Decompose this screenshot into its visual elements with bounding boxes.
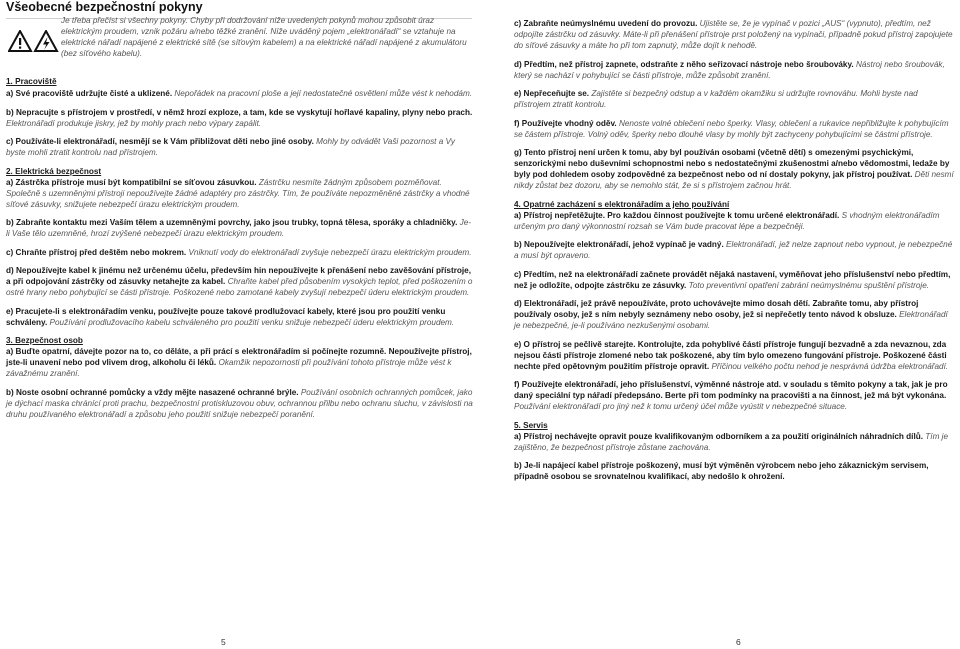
- paragraph-3c: c) Zabraňte neúmyslnému uvedení do provozu. Ujistěte se, že je vypínač v pozici „AUS“ (vypnuto), předtím, než odpojíte zástrčku od zásuvky. Máte-li při přenášení přístroje prst položený na vypínači, případně pokud přístroj zapojujete do síťové zásuvky a máte ho při tom zapnutý, může dojít k nehodě.: [514, 19, 953, 50]
- paragraph-5a: a) Přístroj nechávejte opravit pouze kvalifikovaným odborníkem a za použití originálních náhradních dílů. Tím je zajištěno, že bezpečnost přístroje zůstane zachována.: [514, 431, 949, 452]
- warning-triangle-icon: [9, 31, 31, 51]
- paragraph-2e: e) Pracujete-li s elektronářadím venku, používejte pouze takové prodlužovací kabely, které jsou pro použití venku schváleny. Používání prodlužovacího kabelu schváleného pro použití venku snižuje nebezpečí úderu elektrickým proudem.: [6, 306, 455, 327]
- paragraph-2c: c) Chraňte přístroj před deštěm nebo mokrem. Vniknutí vody do elektronářadí zvyšuje nebezpečí úrazu elektrickým proudem.: [6, 247, 472, 257]
- paragraph-3e: e) Nepřeceňujte se. Zajistěte si bezpečný odstup a v každém okamžiku si udržujte rovnováhu. Mohli byste nad přístrojem ztratit kontrolu.: [514, 89, 918, 109]
- paragraph-1b: b) Nepracujte s přístrojem v prostředí, v němž hrozí exploze, a tam, kde se vyskytují hořlavé kapaliny, plyny nebo prach. Elektronářadí produkuje jiskry, jež by mohly prach nebo výpary zapálit.: [6, 107, 473, 128]
- section-heading-workplace: 1. Pracoviště: [6, 77, 57, 86]
- page-number-right: 6: [736, 637, 741, 647]
- paragraph-4e: e) O přístroj se pečlivě starejte. Kontrolujte, zda pohyblivé části přístroje fungují bezvadně a zda nevaznou, zda nejsou části přístroje zlomené nebo tak poškozené, aby tím bylo omezeno fungování přístroje. Poškozené části nechte před opětovným použitím přístroje opravit. Příčinou velkého počtu nehod je nesprávná údržba elektronářadí.: [514, 339, 949, 371]
- left-body: [6, 76, 473, 427]
- paragraph-2b: b) Zabraňte kontaktu mezi Vaším tělem a uzemněnými povrchy, jako jsou trubky, topná tělesa, sporáky a chladničky. Je-li Vaše tělo uzemněné, hrozí zvýšené nebezpečí úrazu elektrickým proudem.: [6, 218, 472, 238]
- page-number-left: 5: [221, 637, 226, 647]
- section-heading-service: 5. Servis: [514, 420, 548, 430]
- paragraph-4c: c) Předtím, než na elektronářadí začnete provádět nějaká nastavení, vyměňovat jeho příslušenství nebo předtím, než je odložíte, odpojte zástrčku ze zásuvky. Toto preventivní opatření zabrání neúmyslnému spuštění přístroje.: [514, 269, 951, 290]
- page-title: Všeobecné bezpečnostní pokyny: [6, 0, 203, 14]
- paragraph-3f: f) Používejte vhodný oděv. Nenoste volné oblečení nebo šperky. Vlasy, oblečení a rukavice nepřibližujte k pohybujícím se částem přístroje. Volný oděv, šperky nebo dlouhé vlasy by mohly být zachyceny pohybujícími se částmi přístroje.: [514, 118, 949, 139]
- paragraph-3b: b) Noste osobní ochranné pomůcky a vždy mějte nasazené ochranné brýle. Používání osobních ochranných pomůcek, jako je dýchací maska chránící proti prachu, bezpečnostní protiskluzovou obuv, ochrannou přilbu nebo ochranu sluchu, v závislosti na druhu používaného elektronářadí a způsobu jeho použití snižuje nebezpečí poranění.: [6, 387, 473, 419]
- section-heading-electrical: 2. Elektrická bezpečnost: [6, 166, 102, 176]
- paragraph-4a: a) Přístroj nepřetěžujte. Pro každou činnost používejte k tomu určené elektronářadí. S vhodným elektronářadím určeným pro daný výkonnostní rozsah se Vám bude pracovat lépe a bezpečněji.: [514, 210, 940, 231]
- electric-hazard-icon: [35, 31, 57, 51]
- warning-icons: [8, 30, 60, 52]
- intro-text: Je třeba přečíst si všechny pokyny. Chyby při dodržování níže uvedených pokynů mohou způsobit úraz elektrickým proudem, vznik požáru a/nebo těžké zranění. Níže uváděný pojem „elektronářadí“ se vztahuje na elektrické nářadí napájené z elektrické sítě (se síťovým kabelem) a na elektrické nářadí napájené z akumulátoru (bez síťového kabelu).: [61, 16, 467, 58]
- paragraph-2d: d) Nepoužívejte kabel k jinému než určenému účelu, především hin nepoužívejte k přenášení nebo zavěšování přístroje, a při odpojování zástrčky od zásuvky netahejte za kabel. Chraňte kabel před působením vysokých teplot, před poškozením o ostré hrany nebo pohybující se části přístroje. Poškozené nebo zamotané kabely zvyšují nebezpečí úderu elektrickým proudem.: [6, 266, 473, 297]
- paragraph-1c: c) Používáte-li elektronářadí, nesmějí se k Vám přibližovat děti nebo jiné osoby. Mohly by odvádět Vaši pozornost a Vy byste mohli ztratit kontrolu nad přístrojem.: [6, 137, 455, 157]
- paragraph-4f: f) Používejte elektronářadí, jeho příslušenství, výměnné nástroje atd. v souladu s těmito pokyny a tak, jak je pro daný speciální typ nářadí předepsáno. Berte při tom podmínky na pracovišti a na činnost, jež má být vykonána. Používání elektronářadí pro jiný než k tomu určený účel může vyústit v nebezpečné situace.: [514, 380, 948, 411]
- paragraph-4b: b) Nepoužívejte elektronářadí, jehož vypínač je vadný. Elektronářadí, jež nelze zapnout nebo vypnout, je nebezpečné a musí být opraveno.: [514, 240, 953, 260]
- right-column: [514, 18, 954, 490]
- paragraph-3a: a) Buďte opatrní, dávejte pozor na to, co děláte, a při prácí s elektronářadím si počínejte rozumně. Nepoužívejte přístroj, jste-li unavení nebo pod vlivem drog, alkoholu či léků. Okamžik nepozornosti při používání tohoto přístroje může vést k závažnému zranění.: [6, 347, 472, 378]
- paragraph-3d: d) Předtím, než přístroj zapnete, odstraňte z něho seřizovací nástroje nebo šroubováky. Nástroj nebo šroubovák, který se nachází v pohybující se části přístroje, může způsobit zranění.: [514, 59, 945, 80]
- paragraph-2a: a) Zástrčka přístroje musí být kompatibilní se síťovou zásuvkou. Zástrčku nesmíte žádným způsobem pozměňovat. Společně s uzemněnými přístroji nepoužívejte žádné adaptéry pro zástrčky. Tím, že používáte nepozměněné zástrčky a vhodné síťové zásuvky, snižujete nebezpečí úrazu elektrickým proudem.: [6, 177, 470, 209]
- paragraph-1a: a) Své pracoviště udržujte čisté a uklizené. Nepořádek na pracovní ploše a její nedostatečné osvětlení může vést k nehodám.: [6, 89, 473, 98]
- paragraph-4d: d) Elektronářadí, jež právě nepoužíváte, proto uchovávejte mimo dosah dětí. Zabraňte tomu, aby přístroj používaly osoby, jež s ním nebyly seznámeny nebo osoby, jež si nepřečetly tento návod k obsluze. Elektronářadí je nebezpečné, je-li používáno nezkušenými osobami.: [514, 299, 948, 330]
- section-heading-tool-care: 4. Opatrné zacházení s elektronářadím a jeho používání: [514, 199, 730, 209]
- paragraph-3g: g) Tento přístroj není určen k tomu, aby byl používán osobami (včetně dětí) s omezenými psychickými, senzorickými nebo duševními schopnostmi nebo s nedostatečnými zkušenostmi a/nebo vědomostmi, ledaže by byly pod dohledem osoby zodpovědné za bezpečnost nebo od ní dostaly pokyny, jak přístroj používat. Děti nesmí nikdy zůstat bez dozoru, aby se nemohlo stát, že si s přístrojem začnou hrát.: [514, 148, 954, 190]
- paragraph-5b: b) Je-li napájecí kabel přístroje poškozený, musí být výměněn výrobcem nebo jeho zákaznickým servisem, případně osobou se srovnatelnou kvalifikací, aby nedošlo k ohrožení.: [514, 461, 929, 481]
- section-heading-personal-safety: 3. Bezpečnost osob: [6, 336, 83, 345]
